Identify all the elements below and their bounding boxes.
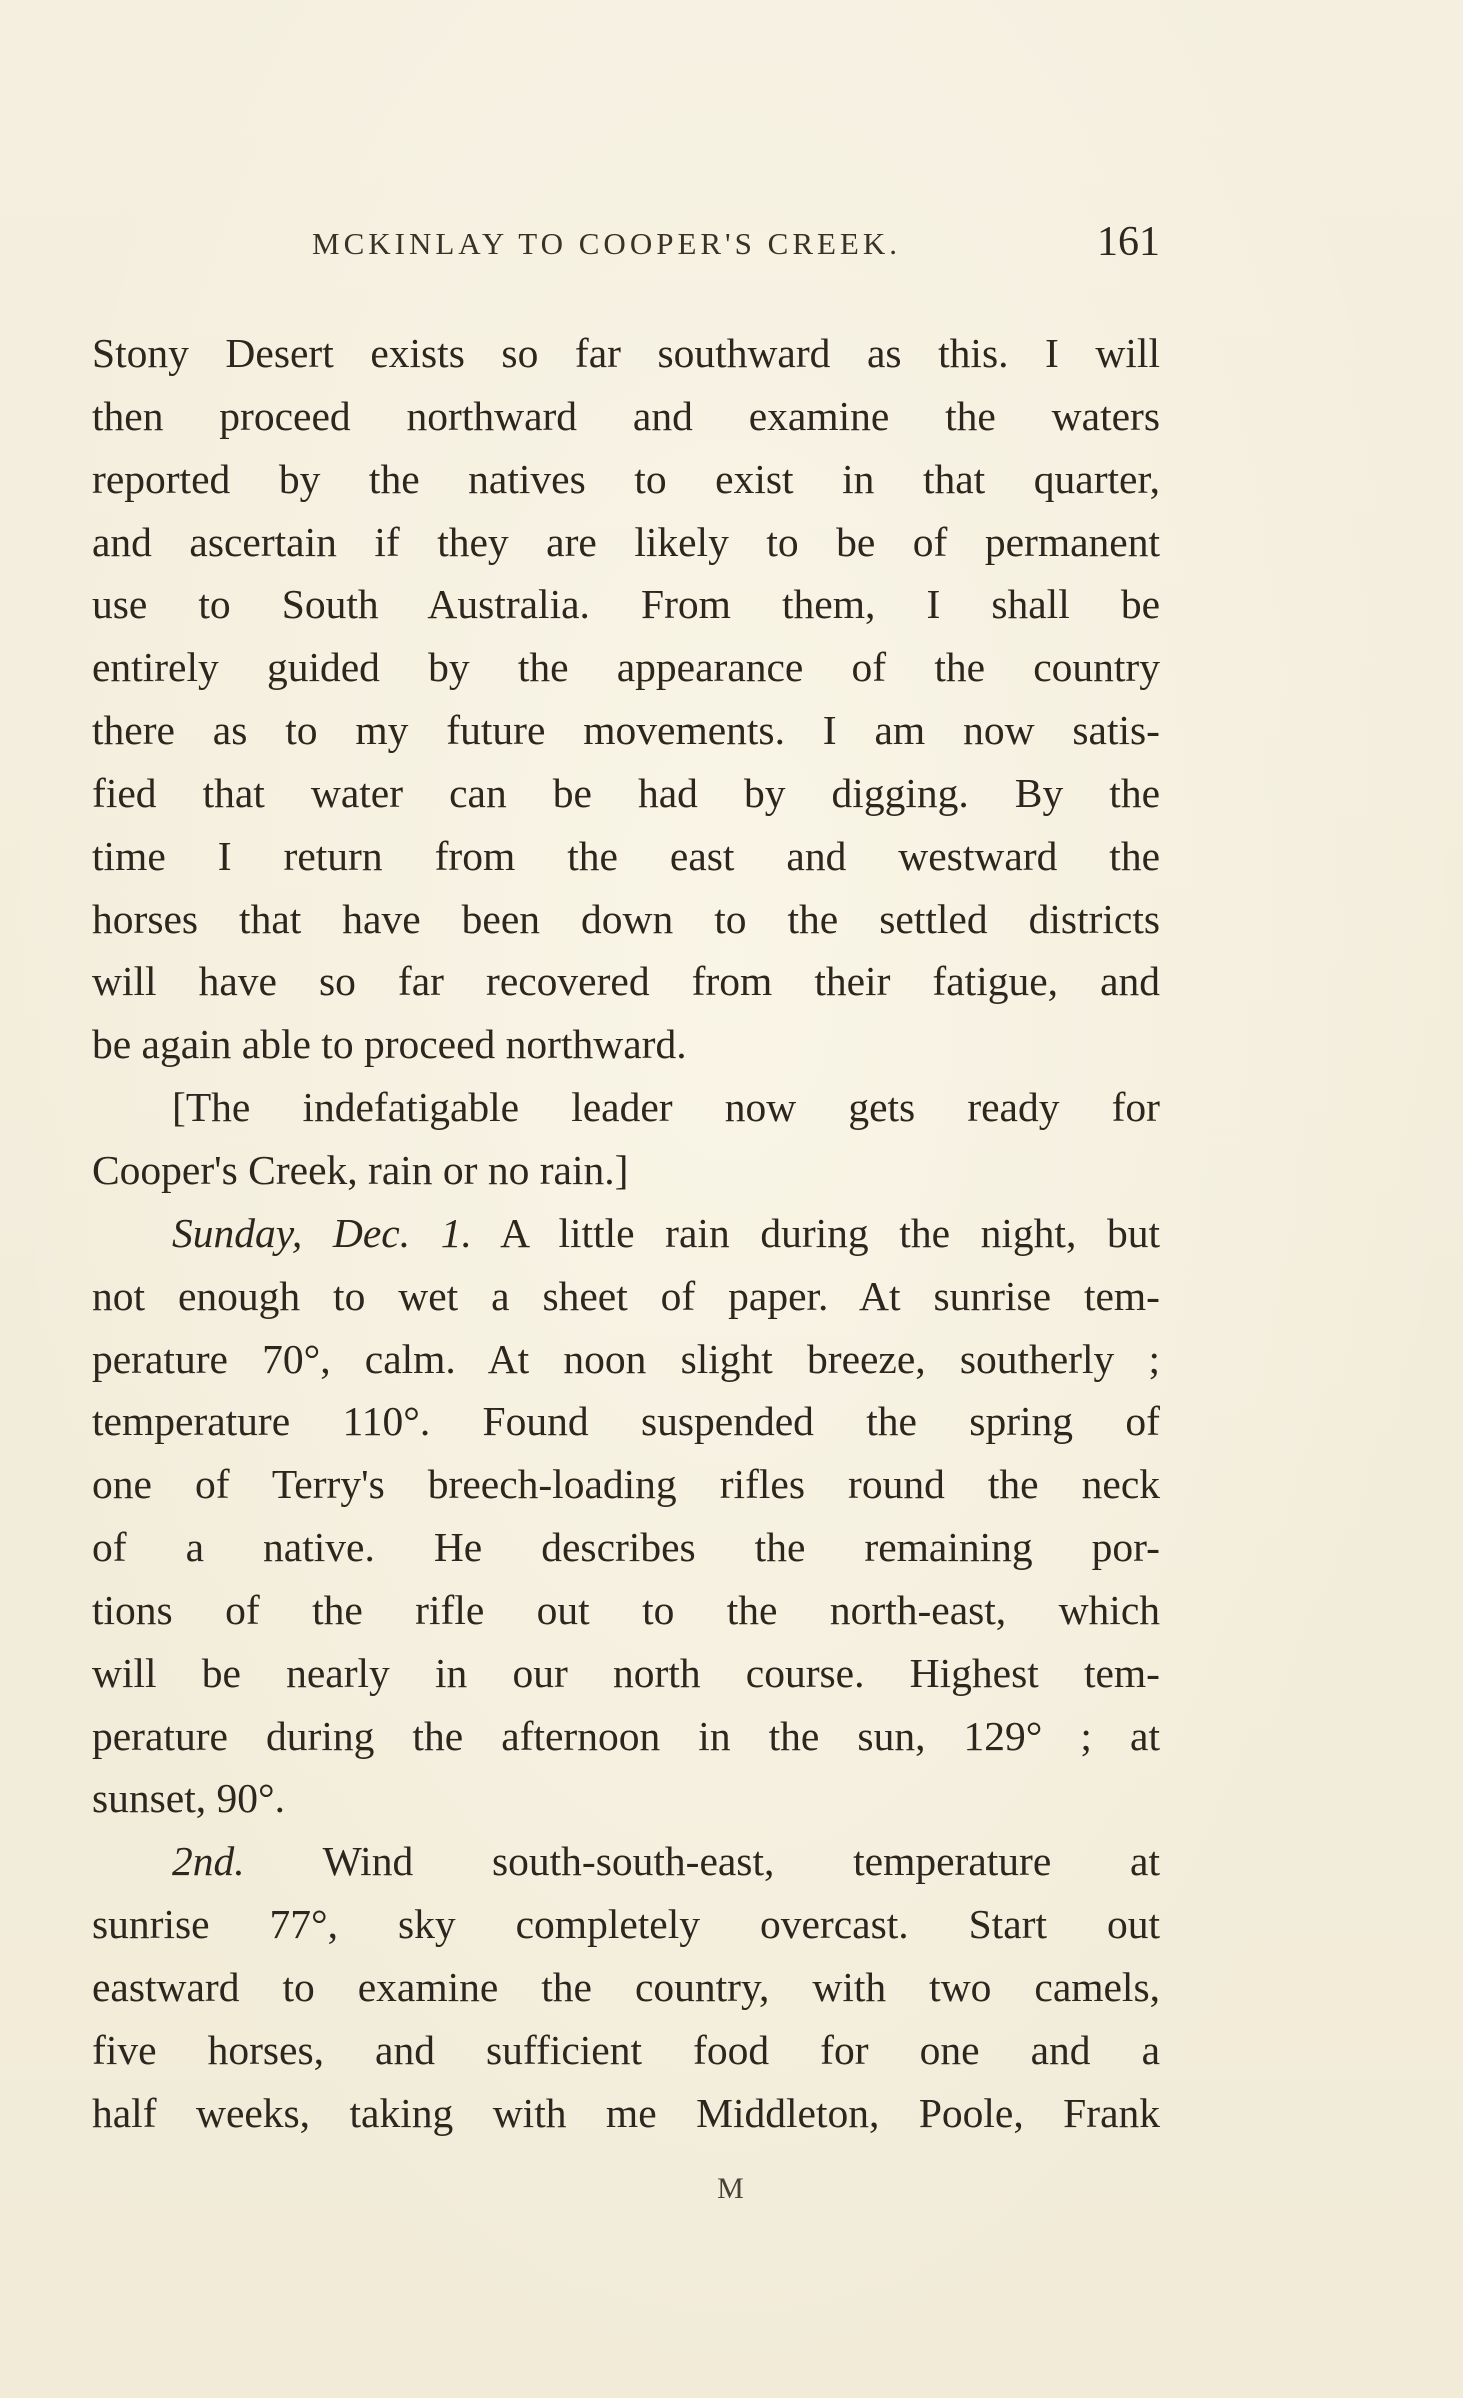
text-line: fied that water can be had by digging. By the bbox=[92, 769, 1160, 816]
text-line: one of Terry's breech-loading rifles round the neck bbox=[92, 1461, 1160, 1508]
text-line: perature during the afternoon in the sun, 129° ; at bbox=[92, 1712, 1160, 1759]
text-line: sunset, 90°. bbox=[92, 1775, 285, 1822]
entry-date: 2nd. bbox=[172, 1838, 245, 1885]
dated-entry-line bbox=[92, 1202, 1160, 1265]
text-line: entirely guided by the appearance of the country bbox=[92, 644, 1160, 691]
page-header bbox=[92, 218, 1160, 278]
text-line: Cooper's Creek, rain or no rain.] bbox=[92, 1146, 629, 1193]
entry-date: Sunday, Dec. 1. bbox=[172, 1209, 472, 1256]
text-line: horses that have been down to the settled districts bbox=[92, 895, 1160, 942]
text-line: [The indefatigable leader now gets ready for bbox=[172, 1084, 1160, 1131]
text-line: be again able to proceed northward. bbox=[92, 1021, 687, 1068]
running-head: MCKINLAY TO COOPER'S CREEK. bbox=[312, 226, 901, 261]
text-line: half weeks, taking with me Middleton, Poole, Frank bbox=[92, 2089, 1160, 2136]
text-line: A little rain during the night, but bbox=[500, 1209, 1160, 1256]
page-number: 161 bbox=[1097, 219, 1160, 265]
body-text bbox=[92, 322, 1160, 2144]
text-line: of a native. He describes the remaining por- bbox=[92, 1524, 1160, 1571]
text-line: five horses, and sufficient food for one and a bbox=[92, 2026, 1160, 2073]
text-line: will have so far recovered from their fatigue, and bbox=[92, 958, 1160, 1005]
text-line: then proceed northward and examine the waters bbox=[92, 392, 1160, 439]
text-line: not enough to wet a sheet of paper. At sunrise tem- bbox=[92, 1272, 1160, 1319]
signature-mark: M bbox=[717, 2172, 746, 2205]
text-line: reported by the natives to exist in that quarter, bbox=[92, 455, 1160, 502]
text-line: time I return from the east and westward the bbox=[92, 832, 1160, 879]
text-line: there as to my future movements. I am now satis- bbox=[92, 707, 1160, 754]
text-line: temperature 110°. Found suspended the spring of bbox=[92, 1398, 1160, 1445]
text-line: sunrise 77°, sky completely overcast. Start out bbox=[92, 1901, 1160, 1948]
text-line: perature 70°, calm. At noon slight breeze, southerly ; bbox=[92, 1335, 1160, 1382]
text-line: tions of the rifle out to the north-east, which bbox=[92, 1586, 1160, 1633]
text-line: Wind south-south-east, temperature at bbox=[322, 1838, 1160, 1885]
text-line: and ascertain if they are likely to be of permanent bbox=[92, 518, 1160, 565]
text-line: eastward to examine the country, with two camels, bbox=[92, 1963, 1160, 2010]
dated-entry-line bbox=[92, 1830, 1160, 1893]
text-line: will be nearly in our north course. Highest tem- bbox=[92, 1649, 1160, 1696]
text-line: use to South Australia. From them, I shall be bbox=[92, 581, 1160, 628]
text-line: Stony Desert exists so far southward as this. I will bbox=[92, 330, 1160, 376]
